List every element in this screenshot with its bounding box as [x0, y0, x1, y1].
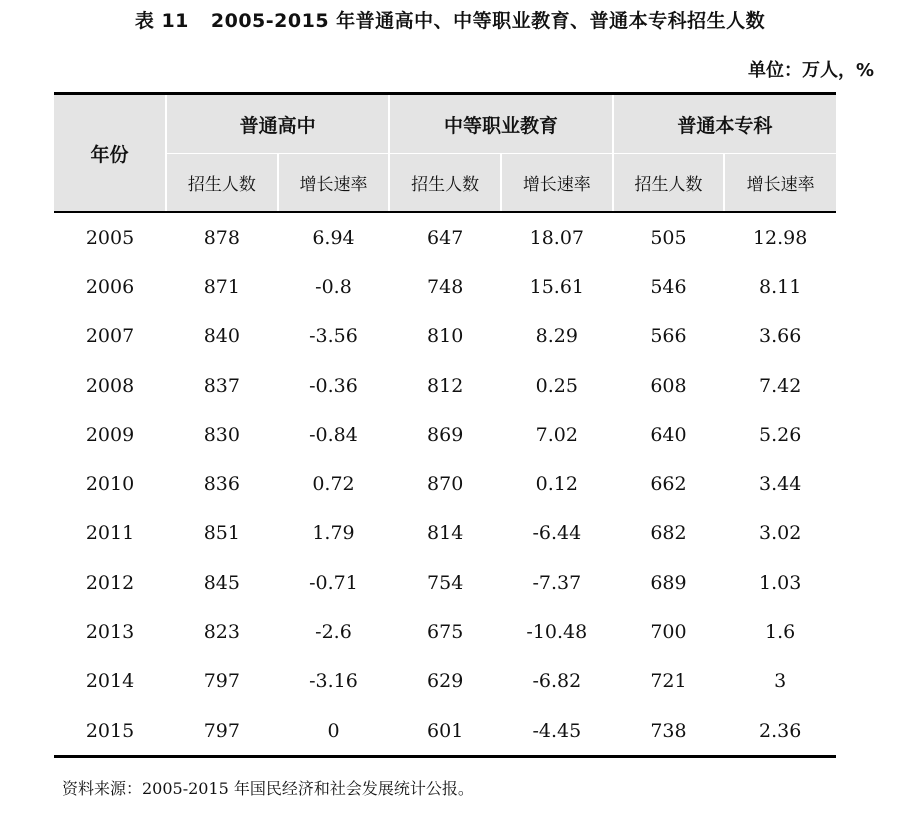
- year-header: 年份: [54, 94, 166, 213]
- value-cell: 608: [650, 374, 687, 397]
- value-cell: -0.8: [315, 275, 352, 298]
- sub-header-growth: 增长速率: [501, 154, 613, 213]
- value-cell: 700: [650, 621, 687, 644]
- enrollment-table: [54, 92, 836, 758]
- value-cell: -0.36: [309, 374, 358, 397]
- table-row: [54, 706, 836, 757]
- value-cell: -10.48: [526, 621, 588, 644]
- value-cell: 0.72: [312, 473, 355, 496]
- value-cell: 840: [203, 325, 240, 348]
- value-cell: 797: [166, 706, 278, 757]
- value-cell: -2.6: [315, 621, 352, 644]
- year-cell: 2012: [85, 571, 135, 594]
- table-row: [54, 361, 836, 410]
- value-cell: 601: [389, 706, 501, 757]
- sub-header-growth: 增长速率: [278, 154, 390, 213]
- group-header-senior-high: 普通高中: [166, 94, 389, 154]
- year-cell: 2015: [54, 706, 166, 757]
- value-cell: 7.42: [759, 374, 802, 397]
- value-cell: 662: [650, 473, 687, 496]
- value-cell: 647: [427, 226, 464, 249]
- value-cell: 505: [650, 226, 687, 249]
- year-cell: 2008: [85, 374, 135, 397]
- table-row: [54, 262, 836, 311]
- value-cell: 748: [427, 275, 464, 298]
- table-row: [54, 607, 836, 656]
- value-cell: 5.26: [759, 423, 802, 446]
- value-cell: -3.56: [309, 325, 358, 348]
- value-cell: 851: [203, 522, 240, 545]
- value-cell: 3: [774, 670, 787, 693]
- year-cell: 2010: [85, 473, 135, 496]
- table-row: [54, 410, 836, 459]
- year-cell: 2009: [85, 423, 135, 446]
- group-header-undergraduate: 普通本专科: [613, 94, 836, 154]
- table-row: [54, 657, 836, 706]
- year-cell: 2006: [85, 275, 135, 298]
- value-cell: 6.94: [312, 226, 355, 249]
- value-cell: -4.45: [501, 706, 613, 757]
- table-row: [54, 312, 836, 361]
- value-cell: 754: [427, 571, 464, 594]
- table-row: [54, 509, 836, 558]
- value-cell: -7.37: [532, 571, 582, 594]
- value-cell: 823: [203, 621, 240, 644]
- value-cell: 640: [650, 423, 687, 446]
- value-cell: 878: [203, 226, 240, 249]
- year-cell: 2014: [85, 670, 135, 693]
- value-cell: 797: [203, 670, 240, 693]
- value-cell: 18.07: [529, 226, 585, 249]
- value-cell: 871: [203, 275, 240, 298]
- value-cell: 15.61: [529, 275, 585, 298]
- value-cell: -6.44: [532, 522, 582, 545]
- value-cell: 3.02: [759, 522, 802, 545]
- table-title-text: 2005-2015 年普通高中、中等职业教育、普通本专科招生人数: [210, 10, 766, 32]
- year-cell: 2011: [85, 522, 135, 545]
- value-cell: 7.02: [535, 423, 578, 446]
- value-cell: 1.79: [312, 522, 355, 545]
- value-cell: -0.84: [309, 423, 358, 446]
- year-cell: 2013: [85, 621, 135, 644]
- value-cell: 12.98: [752, 226, 808, 249]
- value-cell: 682: [650, 522, 687, 545]
- source-note: 资料来源：2005-2015 年国民经济和社会发展统计公报。: [62, 779, 474, 798]
- value-cell: 689: [650, 571, 687, 594]
- value-cell: 0: [278, 706, 390, 757]
- value-cell: 8.29: [535, 325, 578, 348]
- value-cell: 675: [427, 621, 464, 644]
- sub-header-enrollment: 招生人数: [613, 154, 725, 213]
- table-row: [54, 459, 836, 508]
- value-cell: 546: [650, 275, 687, 298]
- value-cell: 814: [427, 522, 464, 545]
- value-cell: -3.16: [309, 670, 358, 693]
- value-cell: -6.82: [532, 670, 582, 693]
- value-cell: 830: [203, 423, 240, 446]
- table-number: 表 11: [134, 10, 189, 32]
- value-cell: -0.71: [309, 571, 358, 594]
- table-row: [54, 212, 836, 262]
- value-cell: 566: [650, 325, 687, 348]
- value-cell: 812: [427, 374, 464, 397]
- value-cell: 1.03: [759, 571, 802, 594]
- sub-header-growth: 增长速率: [724, 154, 836, 213]
- value-cell: 810: [427, 325, 464, 348]
- value-cell: 738: [613, 706, 725, 757]
- group-header-vocational: 中等职业教育: [389, 94, 612, 154]
- table-body: [54, 212, 836, 757]
- sub-header-enrollment: 招生人数: [166, 154, 278, 213]
- value-cell: 629: [427, 670, 464, 693]
- value-cell: 721: [650, 670, 687, 693]
- value-cell: 8.11: [759, 275, 802, 298]
- year-cell: 2007: [85, 325, 135, 348]
- table-title: [0, 6, 900, 33]
- value-cell: 870: [427, 473, 464, 496]
- value-cell: 837: [203, 374, 240, 397]
- value-cell: 0.25: [535, 374, 578, 397]
- year-cell: 2005: [85, 226, 135, 249]
- value-cell: 1.6: [765, 621, 796, 644]
- value-cell: 845: [203, 571, 240, 594]
- table-row: [54, 558, 836, 607]
- unit-label: 单位：万人，%: [747, 60, 874, 81]
- value-cell: 3.66: [759, 325, 802, 348]
- value-cell: 0.12: [535, 473, 578, 496]
- value-cell: 3.44: [759, 473, 802, 496]
- value-cell: 2.36: [724, 706, 836, 757]
- sub-header-enrollment: 招生人数: [389, 154, 501, 213]
- value-cell: 836: [203, 473, 240, 496]
- value-cell: 869: [427, 423, 464, 446]
